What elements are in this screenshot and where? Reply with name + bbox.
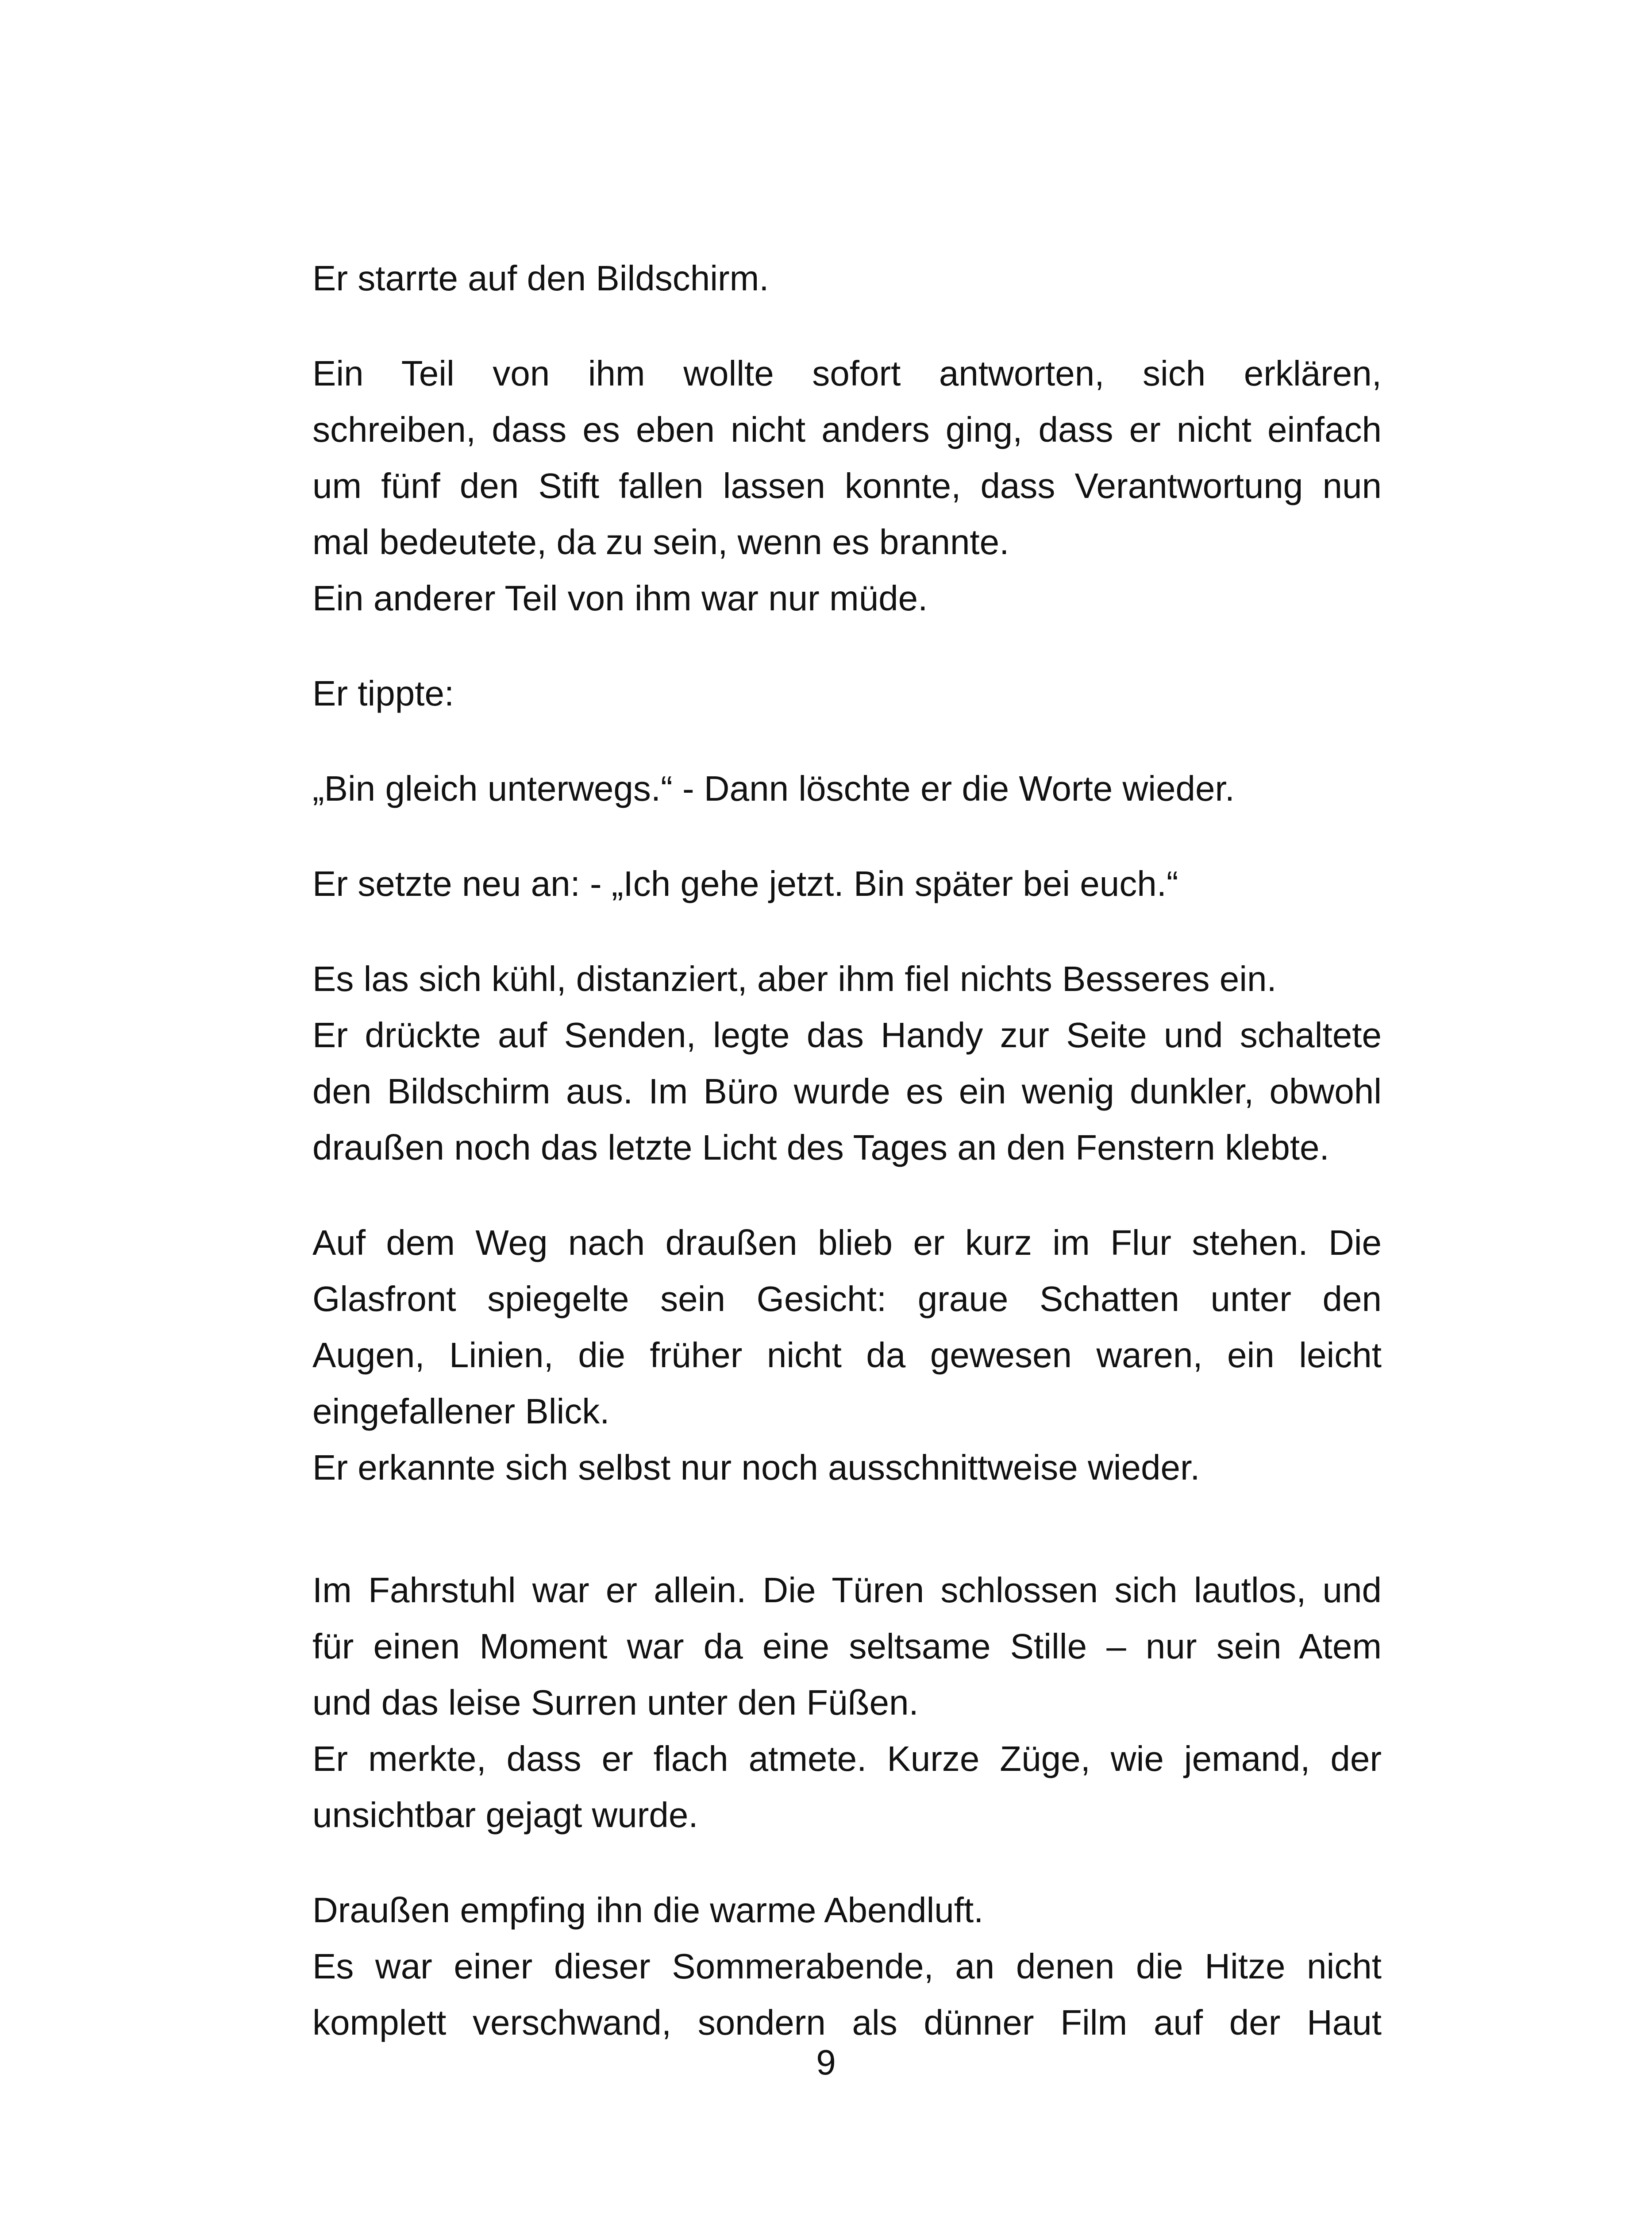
text-line: eingefallener Blick. [312, 1392, 610, 1431]
paragraph [312, 250, 1382, 306]
text-line: Er merkte, dass er flach atmete. Kurze Züge, wie jemand, der [312, 1739, 1382, 1778]
text-line: Es war einer dieser Sommerabende, an denen die Hitze nicht [312, 1947, 1382, 1986]
text-line: für einen Moment war da eine seltsame Stille – nur sein Atem [312, 1627, 1382, 1666]
text-line: „Bin gleich unterwegs.“ - Dann löschte er die Worte wieder. [312, 769, 1235, 808]
paragraph [312, 1882, 1382, 2051]
text-line: den Bildschirm aus. Im Büro wurde es ein wenig dunkler, obwohl [312, 1072, 1382, 1111]
text-line: Er drückte auf Senden, legte das Handy zur Seite und schaltete [312, 1015, 1382, 1055]
text-line: um fünf den Stift fallen lassen konnte, dass Verantwortung nun [312, 466, 1382, 505]
paragraph [312, 760, 1382, 817]
text-line: schreiben, dass es eben nicht anders ging, dass er nicht einfach [312, 410, 1382, 449]
text-line: Er erkannte sich selbst nur noch ausschnittweise wieder. [312, 1448, 1200, 1487]
text-line: draußen noch das letzte Licht des Tages an den Fenstern klebte. [312, 1128, 1329, 1167]
text-line: Draußen empfing ihn die warme Abendluft. [312, 1890, 984, 1930]
text-line: Augen, Linien, die früher nicht da gewesen waren, ein leicht [312, 1335, 1382, 1375]
paragraph [312, 1562, 1382, 1843]
text-line: mal bedeutete, da zu sein, wenn es brannte. [312, 522, 1009, 562]
text-line: Ein Teil von ihm wollte sofort antworten, sich erklären, [312, 354, 1382, 393]
page-number: 9 [816, 2043, 836, 2082]
text-line: komplett verschwand, sondern als dünner Film auf der Haut [312, 2003, 1382, 2042]
page-body-text [312, 250, 1382, 2090]
text-line: Er tippte: [312, 674, 454, 713]
text-line: Er setzte neu an: - „Ich gehe jetzt. Bin später bei euch.“ [312, 864, 1178, 903]
paragraph [312, 665, 1382, 721]
paragraph [312, 345, 1382, 626]
paragraph [312, 951, 1382, 1176]
text-line: Es las sich kühl, distanziert, aber ihm fiel nichts Besseres ein. [312, 959, 1277, 999]
text-line: Ein anderer Teil von ihm war nur müde. [312, 578, 928, 618]
text-line: Glasfront spiegelte sein Gesicht: graue Schatten unter den [312, 1279, 1382, 1319]
text-line: Auf dem Weg nach draußen blieb er kurz im Flur stehen. Die [312, 1223, 1382, 1262]
text-line: Er starrte auf den Bildschirm. [312, 258, 769, 298]
text-line: Im Fahrstuhl war er allein. Die Türen schlossen sich lautlos, und [312, 1570, 1382, 1610]
paragraph [312, 1214, 1382, 1496]
text-line: und das leise Surren unter den Füßen. [312, 1683, 919, 1722]
text-line: unsichtbar gejagt wurde. [312, 1795, 698, 1835]
paragraph [312, 856, 1382, 912]
